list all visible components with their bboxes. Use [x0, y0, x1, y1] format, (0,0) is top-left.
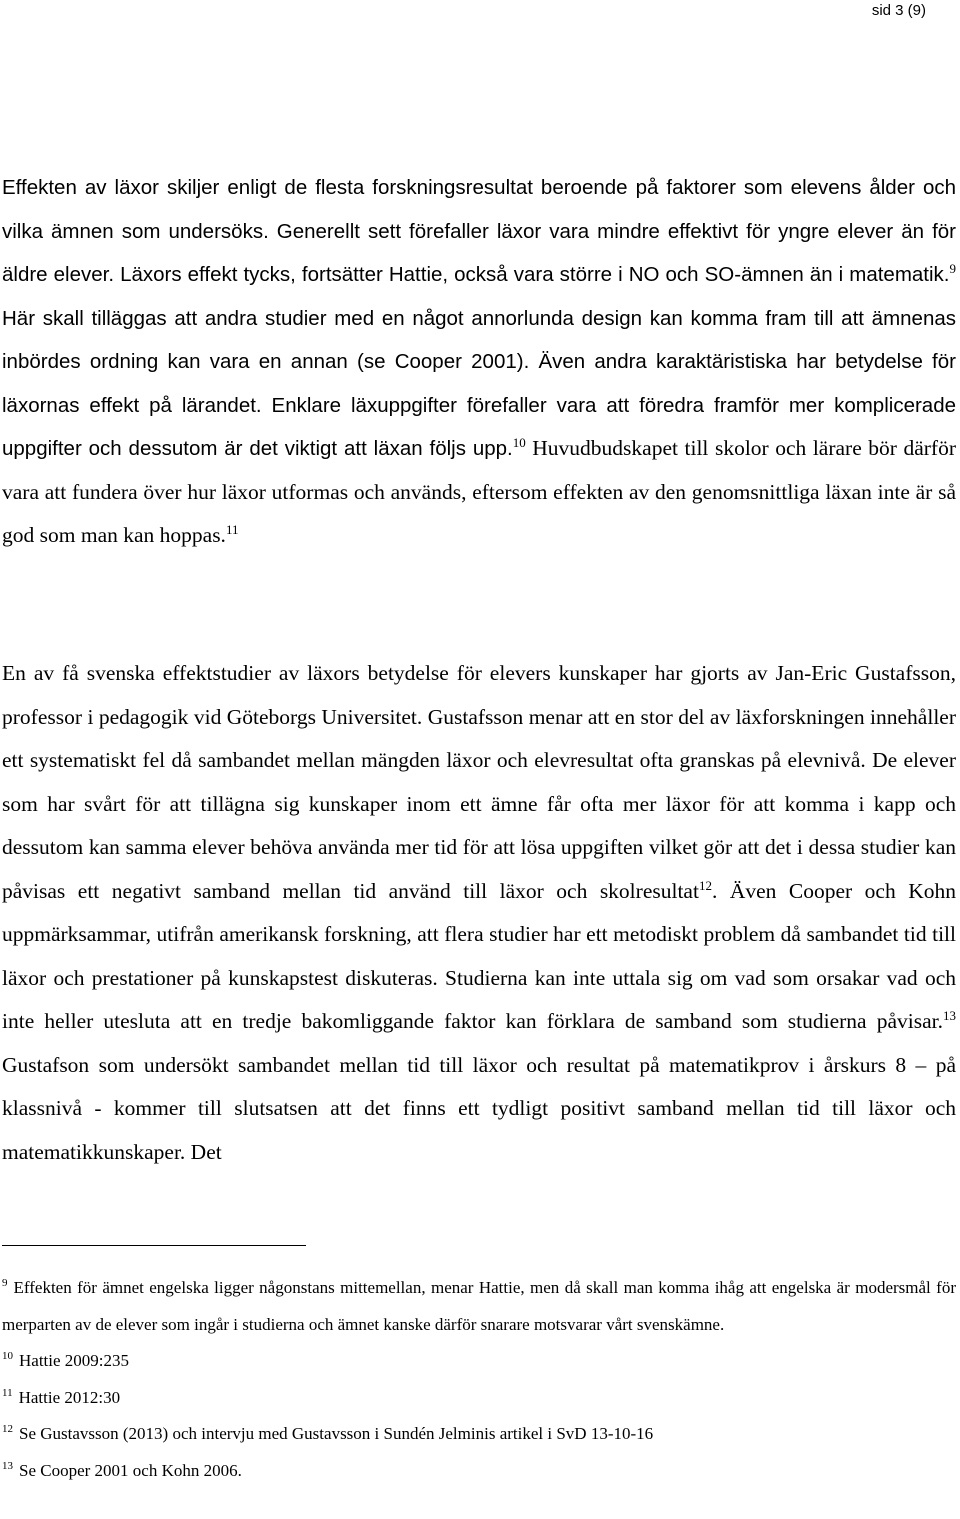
footnote-number: 9 [2, 1277, 8, 1290]
paragraph-2-text-b: . Även Cooper och Kohn uppmärksammar, utifrån amerikansk forskning, att flera studier har ett metodiskt problem då sambandet tid till läxor och prestationer på kunskapstest diskuteras. Studierna kan inte uttala sig om vad som orsakar vad och inte heller utesluta att en tredje bakomliggande faktor kan förklara de samband som studierna påvisar. [2, 878, 956, 1033]
paragraph-2-text-a: En av få svenska effektstudier av läxors betydelse för elevers kunskaper har gjorts av Jan-Eric Gustafsson, professor i pedagogik vid Göteborgs Universitet. Gustafsson menar att en stor del av läxforskningen innehåller ett systematiskt fel då sambandet mellan mängden läxor och elevresultat ofta granskas på elevnivå. De elever som har svårt för att tillägna sig kunskaper inom ett ämne får ofta mer läxor för att komma i kapp och dessutom kan samma elever behöva använda mer tid för att lösa uppgiften vilket gör att det i dessa studier kan påvisas ett negativt samband mellan tid använd till läxor och skolresultat [2, 661, 956, 903]
paragraph-1 [2, 166, 956, 558]
paragraph-2 [2, 652, 956, 1174]
footnotes [2, 1270, 956, 1489]
footnote-ref-10: 10 [512, 434, 526, 450]
footnote-number: 12 [2, 1423, 13, 1436]
footnote-number: 13 [2, 1459, 13, 1472]
footnote-ref-11: 11 [225, 521, 239, 537]
footnote-number: 11 [2, 1386, 13, 1399]
footnote-number: 10 [2, 1350, 13, 1363]
footnote-text: Se Gustavsson (2013) och intervju med Gustavsson i Sundén Jelminis artikel i SvD 13-10-16 [19, 1424, 654, 1443]
paragraph-1-text-a: Effekten av läxor skiljer enligt de flesta forskningsresultat beroende på faktorer som elevens ålder och vilka ämnen som undersöks. Generellt sett förefaller läxor vara mindre effektivt för yngre elever än för äldre elever. Läxors effekt tycks, fortsätter Hattie, också vara större i NO och SO-ämnen än i matematik. [2, 176, 956, 286]
paragraph-2-text-c: Gustafson som undersökt sambandet mellan tid till läxor och resultat på matematikprov i årskurs 8 – på klassnivå - kommer till slutsatsen att det finns ett tydligt positivt samband mellan tid till läxor och matematikkunskaper. Det [2, 1052, 956, 1164]
footnote-text: Se Cooper 2001 och Kohn 2006. [19, 1460, 242, 1480]
footnote-10 [2, 1343, 956, 1380]
footnote-text: Effekten för ämnet engelska ligger någonstans mittemellan, menar Hattie, men då skall man komma ihåg att engelska är modersmål för merparten av de elever som ingår i studierna och ämnet kanske därför snarare motsvarar vårt svenskämne. [2, 1278, 956, 1334]
footnote-ref-12: 12 [698, 877, 712, 893]
footnote-ref-13: 13 [943, 1007, 956, 1023]
footnote-ref-9: 9 [949, 260, 956, 276]
footnote-13 [2, 1453, 956, 1490]
footnote-9 [2, 1270, 956, 1343]
footnote-text: Hattie 2009:235 [19, 1351, 130, 1370]
paragraph-1-text-c: Huvudbudskapet till skolor och lärare bör därför vara att fundera över hur läxor utformas och används, eftersom effekten av den genomsnittliga läxan inte är så god som man kan hoppas. [2, 436, 956, 547]
paragraph-1-text-b: Här skall tilläggas att andra studier med en något annorlunda design kan komma fram till att ämnenas inbördes ordning kan vara en annan (se Cooper 2001). Även andra karaktäristiska har betydelse för läxornas effekt på lärandet. Enklare läxuppgifter förefaller vara att föredra framför mer komplicerade uppgifter och dessutom är det viktigt att läxan följs upp. [2, 306, 956, 460]
footnote-12 [2, 1416, 956, 1453]
footnote-text: Hattie 2012:30 [18, 1387, 121, 1407]
page-number: sid 3 (9) [871, 2, 926, 19]
footnote-11 [2, 1380, 956, 1417]
footnote-separator [2, 1245, 306, 1246]
